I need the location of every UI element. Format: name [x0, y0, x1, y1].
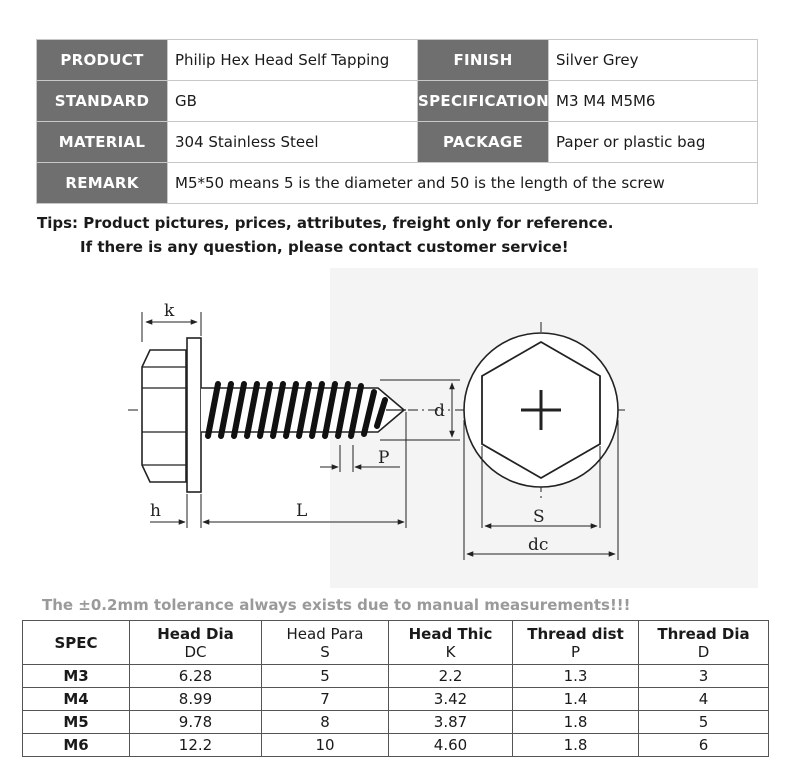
label-P: P [378, 448, 390, 468]
label-dc: dc [528, 535, 549, 555]
spec-row [37, 81, 758, 122]
tolerance-note: The ±0.2mm tolerance always exists due to manual measurements!!! [42, 596, 631, 614]
label-L: L [296, 501, 308, 521]
spec-label: FINISH [418, 40, 549, 81]
label-k: k [164, 301, 175, 321]
spec-value: M3 M4 M5M6 [549, 81, 758, 122]
label-h: h [150, 501, 161, 521]
tips-line-1: Tips: Product pictures, prices, attributes, freight only for reference. [37, 214, 614, 232]
spec-value: Philip Hex Head Self Tapping [168, 40, 418, 81]
table-row: M4 8.99 7 3.42 1.4 4 [23, 688, 769, 711]
label-S: S [533, 507, 545, 527]
column-header: Head Dia DC [130, 621, 262, 665]
tips-note [37, 211, 613, 259]
product-spec-table [36, 39, 758, 204]
dimensions-table [22, 620, 769, 757]
screw-technical-drawing [0, 260, 790, 590]
spec-value: Paper or plastic bag [549, 122, 758, 163]
column-header: Head Thic K [389, 621, 513, 665]
column-header: Thread dist P [513, 621, 639, 665]
table-row: M5 9.78 8 3.87 1.8 5 [23, 711, 769, 734]
column-header: Thread Dia D [639, 621, 769, 665]
spec-label: MATERIAL [37, 122, 168, 163]
tips-line-2: If there is any question, please contact customer service! [80, 238, 569, 256]
spec-row-remark [37, 163, 758, 204]
spec-label: PACKAGE [418, 122, 549, 163]
remark-value: M5*50 means 5 is the diameter and 50 is the length of the screw [168, 163, 758, 204]
spec-value: GB [168, 81, 418, 122]
label-d: d [434, 401, 445, 421]
spec-row [37, 122, 758, 163]
table-row: M3 6.28 5 2.2 1.3 3 [23, 665, 769, 688]
remark-label: REMARK [37, 163, 168, 204]
dimensions-header-row [23, 621, 769, 665]
spec-label: STANDARD [37, 81, 168, 122]
spec-row [37, 40, 758, 81]
column-header: Head Para S [262, 621, 389, 665]
spec-value: Silver Grey [549, 40, 758, 81]
spec-label: PRODUCT [37, 40, 168, 81]
table-row: M6 12.2 10 4.60 1.8 6 [23, 734, 769, 757]
spec-label: SPECIFICATION [418, 81, 549, 122]
column-header: SPEC [23, 621, 130, 665]
spec-value: 304 Stainless Steel [168, 122, 418, 163]
